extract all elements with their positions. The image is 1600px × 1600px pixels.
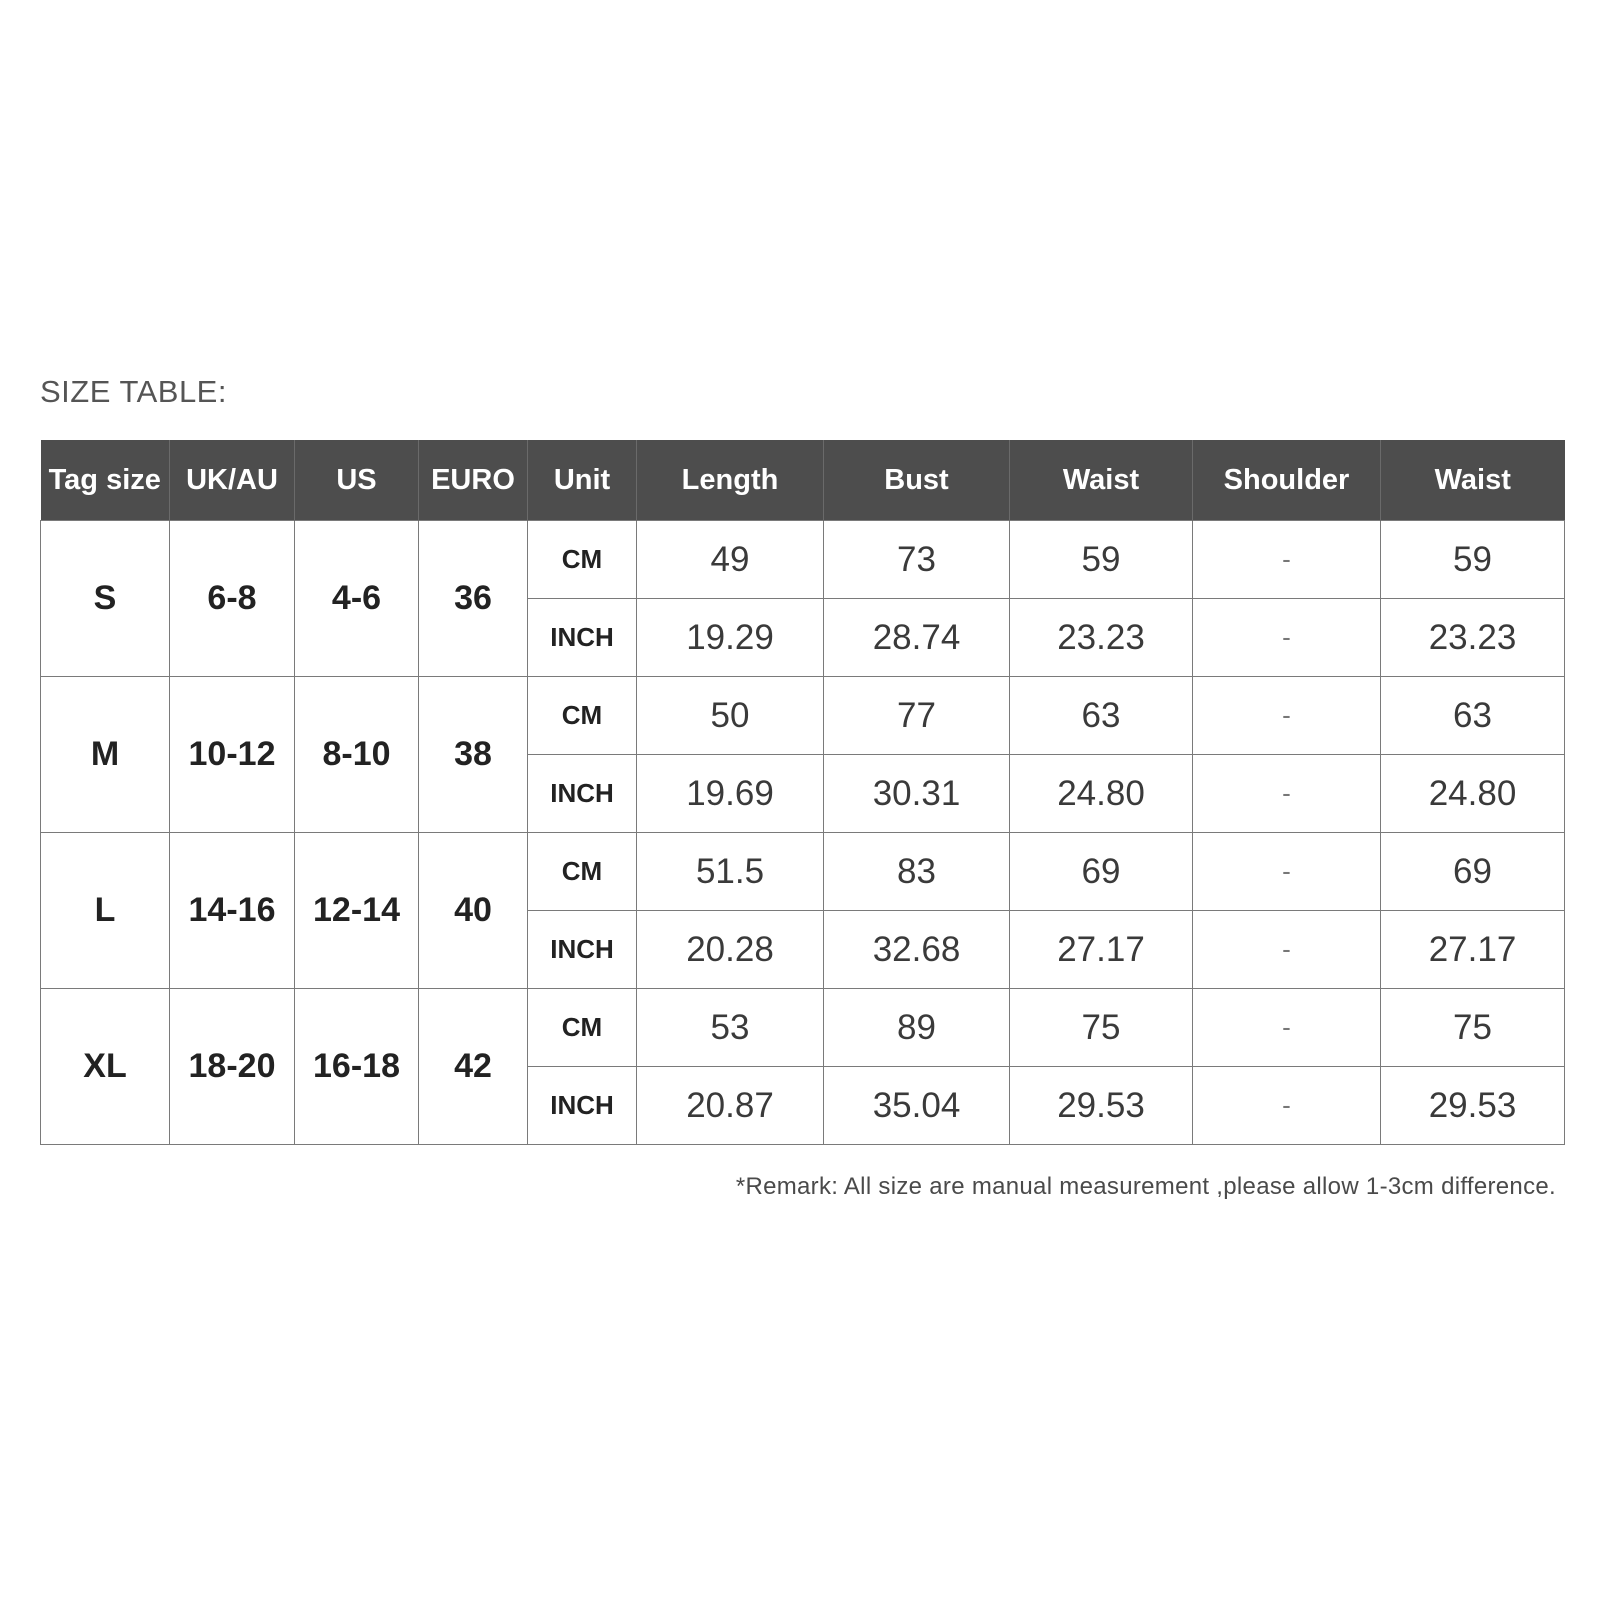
waist-cell: 24.80 xyxy=(1010,755,1193,833)
col-header-us: US xyxy=(295,440,419,521)
waist-2-cell: 63 xyxy=(1381,677,1565,755)
table-row xyxy=(41,521,1565,599)
length-cell: 20.87 xyxy=(637,1067,824,1145)
remark-note: *Remark: All size are manual measurement ,please allow 1-3cm difference. xyxy=(735,1173,1556,1200)
uk-au-cell: 10-12 xyxy=(170,677,295,833)
waist-2-cell: 23.23 xyxy=(1381,599,1565,677)
tag-size-cell: L xyxy=(41,833,170,989)
bust-cell: 35.04 xyxy=(824,1067,1010,1145)
waist-cell: 29.53 xyxy=(1010,1067,1193,1145)
col-header-waist: Waist xyxy=(1010,440,1193,521)
waist-2-cell: 24.80 xyxy=(1381,755,1565,833)
uk-au-cell: 14-16 xyxy=(170,833,295,989)
waist-2-cell: 75 xyxy=(1381,989,1565,1067)
waist-cell: 59 xyxy=(1010,521,1193,599)
col-header-euro: EURO xyxy=(419,440,528,521)
shoulder-cell: - xyxy=(1193,989,1381,1067)
bust-cell: 73 xyxy=(824,521,1010,599)
length-cell: 19.69 xyxy=(637,755,824,833)
shoulder-cell: - xyxy=(1193,755,1381,833)
page-title: SIZE TABLE: xyxy=(40,374,227,409)
us-cell: 8-10 xyxy=(295,677,419,833)
shoulder-cell: - xyxy=(1193,677,1381,755)
table-row xyxy=(41,677,1565,755)
tag-size-cell: XL xyxy=(41,989,170,1145)
waist-cell: 75 xyxy=(1010,989,1193,1067)
waist-2-cell: 59 xyxy=(1381,521,1565,599)
us-cell: 12-14 xyxy=(295,833,419,989)
shoulder-cell: - xyxy=(1193,599,1381,677)
euro-cell: 36 xyxy=(419,521,528,677)
bust-cell: 32.68 xyxy=(824,911,1010,989)
waist-cell: 63 xyxy=(1010,677,1193,755)
euro-cell: 40 xyxy=(419,833,528,989)
bust-cell: 28.74 xyxy=(824,599,1010,677)
col-header-waist-2: Waist xyxy=(1381,440,1565,521)
col-header-unit: Unit xyxy=(528,440,637,521)
col-header-bust: Bust xyxy=(824,440,1010,521)
size-table xyxy=(40,440,1565,1145)
length-cell: 51.5 xyxy=(637,833,824,911)
unit-cell: INCH xyxy=(528,755,637,833)
length-cell: 53 xyxy=(637,989,824,1067)
shoulder-cell: - xyxy=(1193,833,1381,911)
unit-cell: CM xyxy=(528,833,637,911)
unit-cell: CM xyxy=(528,521,637,599)
tag-size-cell: S xyxy=(41,521,170,677)
shoulder-cell: - xyxy=(1193,521,1381,599)
unit-cell: INCH xyxy=(528,1067,637,1145)
length-cell: 50 xyxy=(637,677,824,755)
col-header-shoulder: Shoulder xyxy=(1193,440,1381,521)
col-header-length: Length xyxy=(637,440,824,521)
bust-cell: 30.31 xyxy=(824,755,1010,833)
shoulder-cell: - xyxy=(1193,1067,1381,1145)
col-header-tag-size: Tag size xyxy=(41,440,170,521)
unit-cell: CM xyxy=(528,989,637,1067)
length-cell: 49 xyxy=(637,521,824,599)
euro-cell: 42 xyxy=(419,989,528,1145)
bust-cell: 83 xyxy=(824,833,1010,911)
waist-2-cell: 29.53 xyxy=(1381,1067,1565,1145)
shoulder-cell: - xyxy=(1193,911,1381,989)
us-cell: 4-6 xyxy=(295,521,419,677)
header-row xyxy=(41,440,1565,521)
uk-au-cell: 6-8 xyxy=(170,521,295,677)
waist-2-cell: 69 xyxy=(1381,833,1565,911)
waist-cell: 23.23 xyxy=(1010,599,1193,677)
table-row xyxy=(41,833,1565,911)
us-cell: 16-18 xyxy=(295,989,419,1145)
waist-2-cell: 27.17 xyxy=(1381,911,1565,989)
waist-cell: 27.17 xyxy=(1010,911,1193,989)
euro-cell: 38 xyxy=(419,677,528,833)
length-cell: 19.29 xyxy=(637,599,824,677)
unit-cell: INCH xyxy=(528,599,637,677)
col-header-uk-au: UK/AU xyxy=(170,440,295,521)
table-row xyxy=(41,989,1565,1067)
unit-cell: INCH xyxy=(528,911,637,989)
uk-au-cell: 18-20 xyxy=(170,989,295,1145)
unit-cell: CM xyxy=(528,677,637,755)
tag-size-cell: M xyxy=(41,677,170,833)
length-cell: 20.28 xyxy=(637,911,824,989)
waist-cell: 69 xyxy=(1010,833,1193,911)
bust-cell: 89 xyxy=(824,989,1010,1067)
bust-cell: 77 xyxy=(824,677,1010,755)
